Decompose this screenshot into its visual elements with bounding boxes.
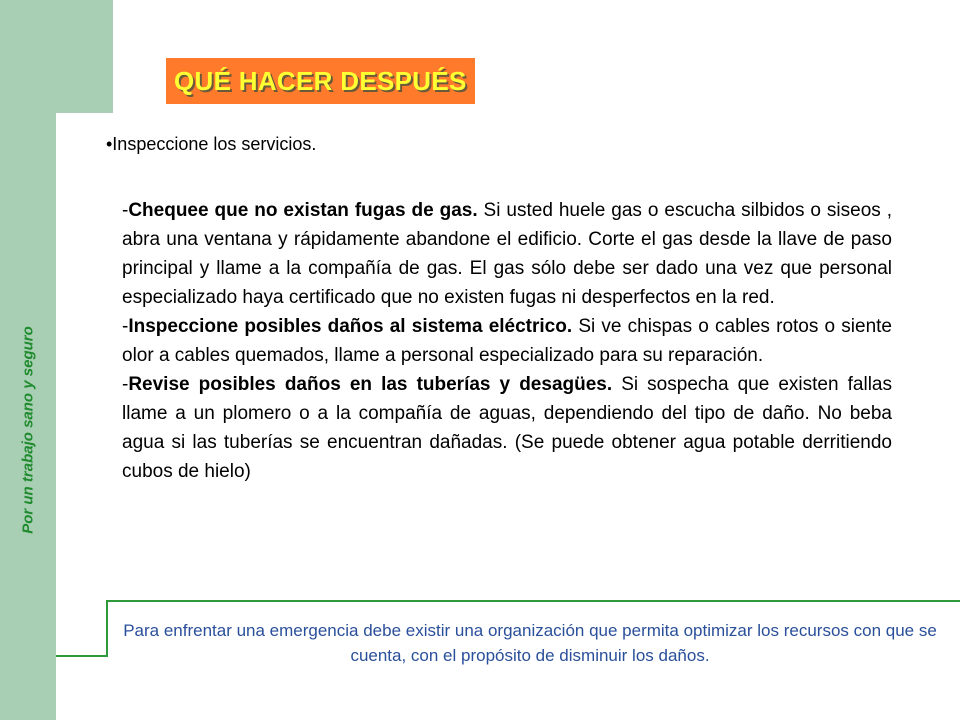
body-text: [122, 196, 892, 486]
item-pipes: [122, 370, 892, 486]
footer-frame-stub-line: [56, 655, 108, 657]
footer-note: Para enfrentar una emergencia debe existir una organización que permita optimizar los recursos con que se cuenta, con el propósito de disminuir los daños.: [123, 621, 937, 665]
title-box: [166, 58, 475, 104]
item-text: Si sospecha que existen fallas llame a un plomero o a la compañía de aguas, dependiendo del tipo de daño. No beba agua si las tuberías se encuentran dañadas. (Se puede obtener agua potable derritiendo cubos de hielo): [122, 374, 892, 482]
item-gas: [122, 196, 892, 312]
page-title: QUÉ HACER DESPUÉS: [174, 65, 467, 96]
item-prefix: -: [122, 200, 129, 221]
footer-frame-top-line: [106, 600, 960, 602]
item-heading: Inspeccione posibles daños al sistema eléctrico.: [128, 316, 573, 337]
bullet-heading: •Inspeccione los servicios.: [106, 134, 317, 154]
item-heading: Revise posibles daños en las tuberías y desagües.: [128, 374, 613, 395]
item-electric: [122, 312, 892, 370]
header-accent-block: [56, 0, 113, 113]
item-heading: Chequee que no existan fugas de gas.: [128, 200, 478, 221]
item-prefix: -: [122, 316, 129, 337]
item-prefix: -: [122, 374, 129, 395]
footer-frame-left-line: [106, 600, 108, 657]
item-text: Si ve chispas o cables rotos o siente olor a cables quemados, llame a personal especializado para su reparación.: [122, 316, 892, 366]
item-text: Si usted huele gas o escucha silbidos o siseos , abra una ventana y rápidamente abandone el edificio. Corte el gas desde la llave de paso principal y llame a la compañía de gas. El gas sólo debe ser dado una vez que personal especializado haya certificado que no existen fugas ni desperfectos en la red.: [122, 200, 893, 308]
side-tagline: Por un trabajo sano y seguro: [19, 326, 37, 534]
